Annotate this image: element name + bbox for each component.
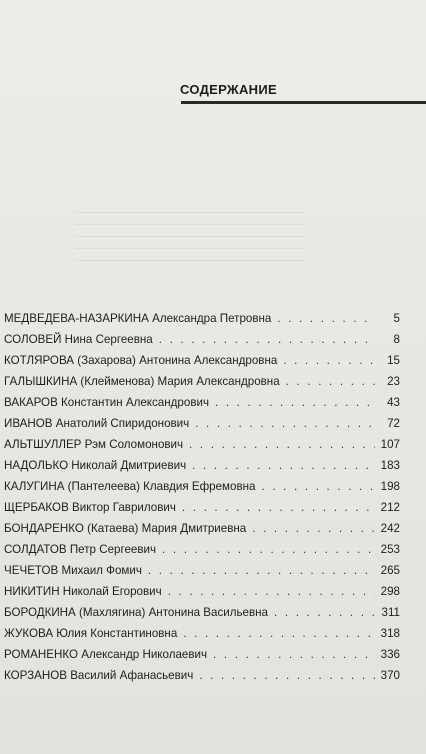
entry-page-number: 107 [380,438,400,451]
entry-page-number: 183 [380,459,400,472]
entry-name: ИВАНОВ Анатолий Спиридонович [4,417,190,430]
entry-page-number: 298 [380,585,400,598]
dot-leader [168,585,375,598]
dot-leader [182,501,375,514]
toc-entry [4,312,400,333]
toc-entry [4,606,400,627]
toc-entry [4,564,400,585]
dot-leader [162,543,375,556]
dot-leader [213,648,375,661]
dot-leader [189,438,375,451]
toc-entry [4,459,400,480]
toc-entry [4,333,400,354]
entry-name: СОЛДАТОВ Петр Сергеевич [4,543,157,556]
entry-page-number: 212 [380,501,400,514]
table-of-contents [4,312,400,690]
toc-entry [4,648,400,669]
entry-page-number: 43 [387,396,400,409]
entry-name: ЧЕЧЕТОВ Михаил Фомич [4,564,142,577]
entry-page-number: 8 [393,333,400,346]
dot-leader [192,459,375,472]
entry-page-number: 15 [387,354,400,367]
entry-page-number: 370 [380,669,400,682]
toc-entry [4,480,400,501]
entry-name: НАДОЛЬКО Николай Дмитриевич [4,459,187,472]
dot-leader [262,480,375,493]
toc-entry [4,501,400,522]
entry-page-number: 23 [387,375,400,388]
show-through-text [75,212,305,272]
toc-entry [4,627,400,648]
toc-entry [4,417,400,438]
entry-name: РОМАНЕНКО Александр Николаевич [4,648,208,661]
entry-name: ЩЕРБАКОВ Виктор Гаврилович [4,501,176,514]
entry-name: СОЛОВЕЙ Нина Сергеевна [4,333,153,346]
entry-page-number: 336 [380,648,400,661]
entry-page-number: 253 [380,543,400,556]
dot-leader [286,375,376,388]
dot-leader [274,606,376,619]
entry-name: МЕДВЕДЕВА-НАЗАРКИНА Александра Петровна [4,312,272,325]
toc-entry [4,375,400,396]
dot-leader [195,417,376,430]
toc-entry [4,354,400,375]
entry-name: ВАКАРОВ Константин Александрович [4,396,209,409]
page-title: СОДЕРЖАНИЕ [180,82,277,97]
entry-page-number: 265 [380,564,400,577]
entry-name: ЖУКОВА Юлия Константиновна [4,627,178,640]
dot-leader [183,627,374,640]
entry-name: КОТЛЯРОВА (Захарова) Антонина Александровна [4,354,278,367]
toc-entry [4,585,400,606]
dot-leader [199,669,374,682]
entry-name: БОРОДКИНА (Махлягина) Антонина Васильевна [4,606,269,619]
toc-entry [4,669,400,690]
dot-leader [215,396,376,409]
dot-leader [283,354,376,367]
toc-entry [4,438,400,459]
toc-entry [4,543,400,564]
toc-entry [4,522,400,543]
entry-name: АЛЬТШУЛЛЕР Рэм Соломонович [4,438,184,451]
entry-name: КОРЗАНОВ Василий Афанасьевич [4,669,194,682]
entry-name: НИКИТИН Николай Егорович [4,585,162,598]
entry-page-number: 72 [387,417,400,430]
entry-name: БОНДАРЕНКО (Катаева) Мария Дмитриевна [4,522,247,535]
entry-page-number: 5 [393,312,400,325]
entry-page-number: 198 [380,480,400,493]
entry-page-number: 311 [381,606,400,619]
entry-page-number: 242 [380,522,400,535]
dot-leader [148,564,375,577]
title-underline [181,101,426,104]
entry-page-number: 318 [380,627,400,640]
dot-leader [252,522,374,535]
entry-name: КАЛУГИНА (Пантелеева) Клавдия Ефремовна [4,480,256,493]
toc-entry [4,396,400,417]
dot-leader [159,333,376,346]
dot-leader [277,312,376,325]
entry-name: ГАЛЫШКИНА (Клейменова) Мария Александровна [4,375,280,388]
